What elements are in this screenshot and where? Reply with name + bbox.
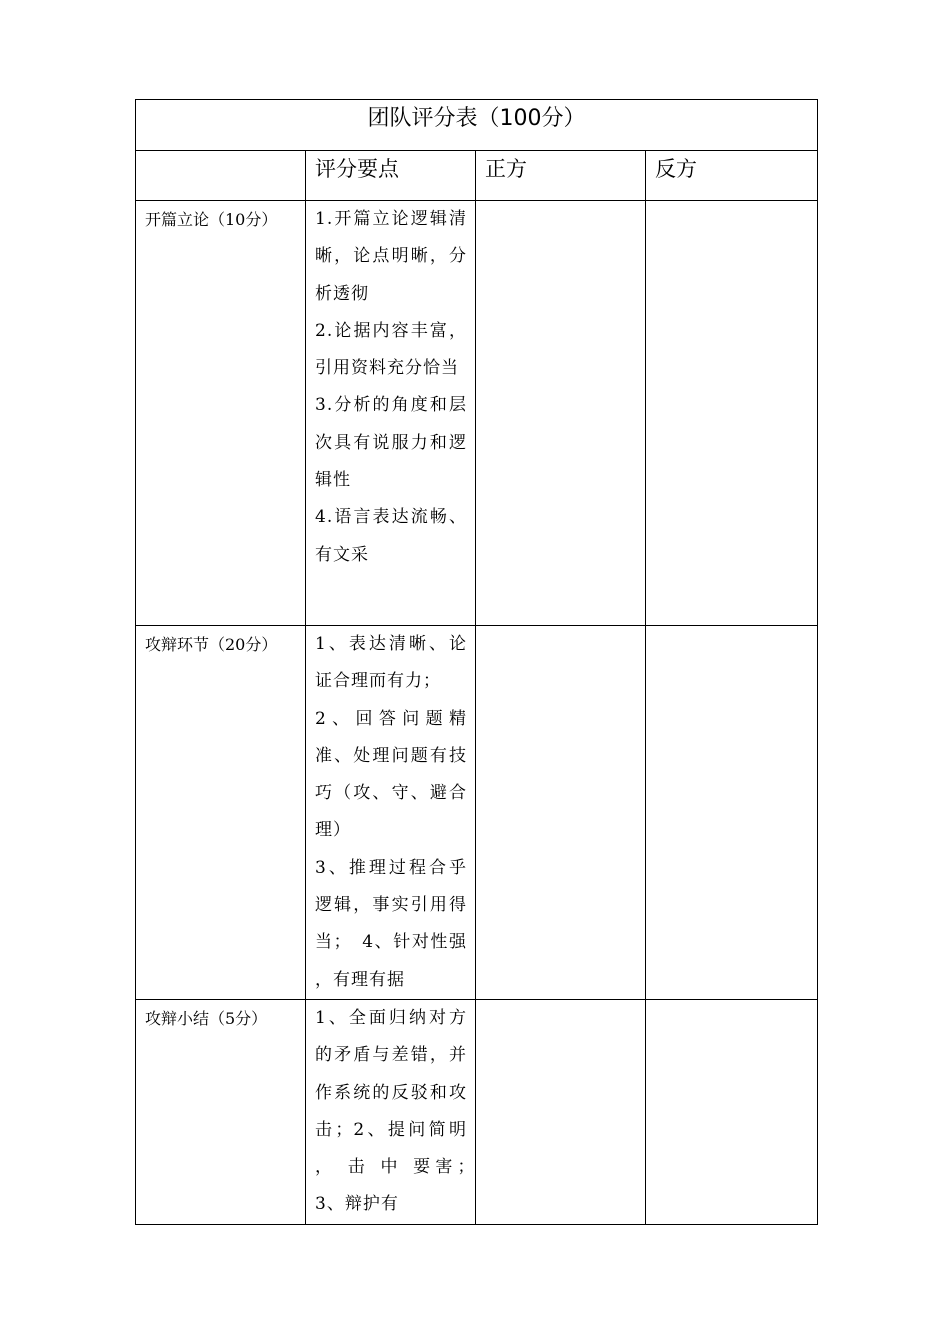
table-row — [136, 201, 818, 626]
header-row — [136, 151, 818, 201]
category-cell: 攻辩环节（20分） — [136, 626, 306, 1000]
criteria-cell — [306, 626, 476, 1000]
category-cell: 开篇立论（10分） — [136, 201, 306, 626]
affirmative-score-cell[interactable] — [476, 201, 646, 626]
header-negative: 反方 — [646, 151, 818, 201]
criteria-cell — [306, 201, 476, 626]
header-criteria: 评分要点 — [306, 151, 476, 201]
category-cell: 攻辩小结（5分） — [136, 999, 306, 1224]
criteria-item: 4.语言表达流畅、有文采 — [315, 507, 467, 565]
criteria-item: 3.分析的角度和层次具有说服力和逻辑性 — [315, 395, 467, 491]
criteria-item: 2、回答问题精准、处理问题有技巧（攻、守、避合理） — [315, 708, 467, 841]
table-row — [136, 999, 818, 1224]
scoring-table — [135, 99, 818, 1225]
affirmative-score-cell[interactable] — [476, 626, 646, 1000]
criteria-item: 3、推理过程合乎逻辑，事实引用得当； 4、针对性强 ，有理有据 — [315, 857, 467, 990]
criteria-cell — [306, 999, 485, 1224]
criteria-item: 1、表达清晰、论证合理而有力； — [315, 634, 467, 692]
negative-score-cell[interactable] — [646, 201, 818, 626]
table-row — [136, 626, 818, 1000]
negative-score-cell[interactable] — [646, 626, 818, 1000]
table-title: 团队评分表（100分） — [136, 100, 818, 151]
negative-score-cell[interactable] — [646, 999, 818, 1224]
criteria-item: 2.论据内容丰富，引用资料充分恰当 — [315, 320, 467, 379]
criteria-item: 1、全面归纳对方的矛盾与差错，并作系统的反驳和攻击；2、提问简明 ， 击 中 要害； 3、辩护有 — [315, 1007, 485, 1215]
affirmative-score-cell[interactable] — [476, 999, 646, 1224]
header-blank — [136, 151, 306, 201]
criteria-item: 1.开篇立论逻辑清晰，论点明晰，分析透彻 — [315, 209, 467, 304]
title-row — [136, 100, 818, 151]
header-affirmative: 正方 — [476, 151, 646, 201]
